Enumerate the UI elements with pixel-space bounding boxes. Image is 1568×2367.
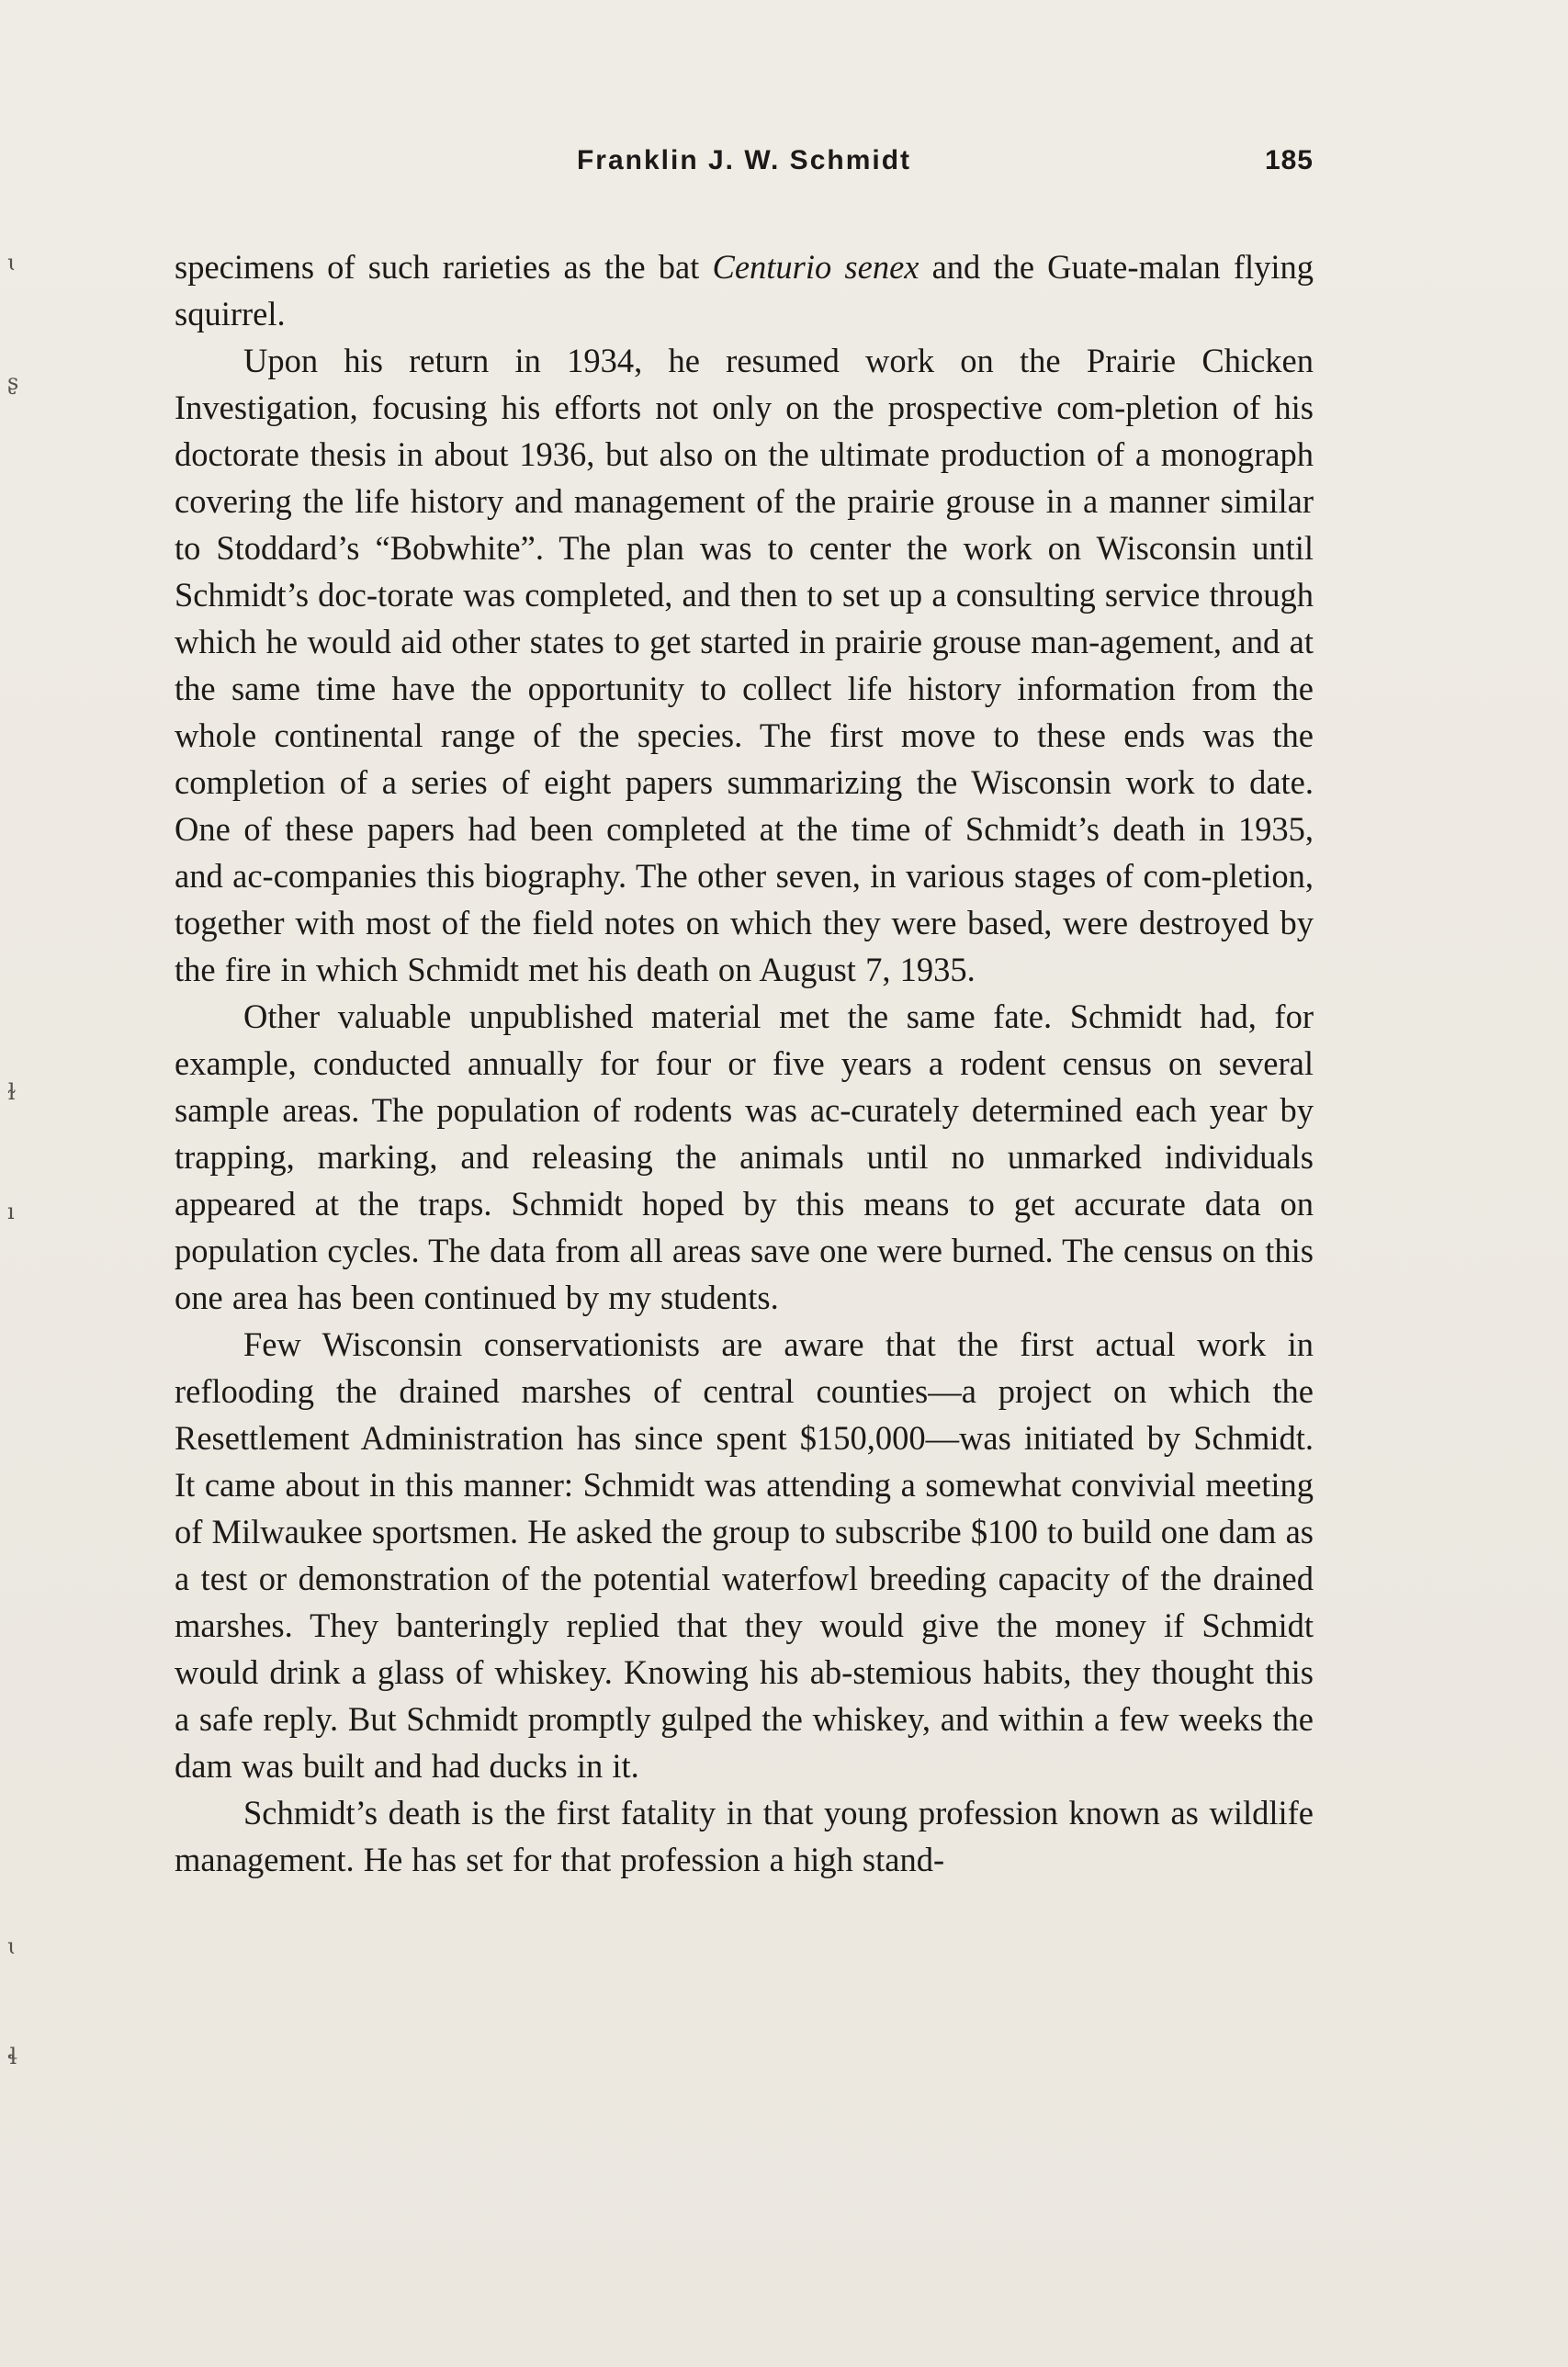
text-segment: Schmidt’s death is the first fatality in that young profession known as wildlife management. He has set for that profession a high stand-	[175, 1794, 1314, 1878]
text-segment: Other valuable unpublished material met the same fate. Schmidt had, for example, conducted annually for four or five years a rodent census on several sample areas. The population of rodents was ac-curately determined each year by trapping, marking, and releasing the animals until no unmarked individuals appeared at the traps. Schmidt hoped by this means to get accurate data on population cycles. The data from all areas save one were burned. The census on this one area has been continued by my students.	[175, 998, 1314, 1316]
page-number: 185	[1264, 145, 1314, 175]
margin-mark: ʂ	[7, 369, 19, 395]
margin-mark: ɬ	[7, 2044, 17, 2069]
running-title: Franklin J. W. Schmidt	[576, 145, 912, 175]
paragraph	[175, 243, 1314, 337]
page-header	[175, 145, 1314, 197]
text-segment: specimens of such rarieties as the bat	[175, 248, 713, 286]
text-segment: Upon his return in 1934, he resumed work on the Prairie Chicken Investigation, focusing his efforts not only on the prospective com-pletion of his doctorate thesis in about 1936, but also on the ultimate production of a monograph covering the life history and management of the prairie grouse in a manner similar to Stoddard’s “Bobwhite”. The plan was to center the work on Wisconsin until Schmidt’s doc-torate was completed, and then to set up a consulting service through which he would aid other states to get started in prairie grouse man-agement, and at the same time have the opportunity to collect life history information from the whole continental range of the species. The first move to these ends was the completion of a series of eight papers summarizing the Wisconsin work to date. One of these papers had been completed at the time of Schmidt’s death in 1935, and ac-companies this biography. The other seven, in various stages of com-pletion, together with most of the field notes on which they were based, were destroyed by the fire in which Schmidt met his death on August 7, 1935.	[175, 342, 1314, 988]
paragraph	[175, 993, 1314, 1321]
margin-mark: ɫ	[7, 1079, 17, 1105]
body-text	[175, 243, 1314, 1883]
margin-mark: ı	[7, 1199, 15, 1224]
paragraph	[175, 1321, 1314, 1789]
species-name: Centurio senex	[712, 248, 919, 286]
text-segment: Few Wisconsin conservationists are aware that the first actual work in reflooding the drained marshes of central counties—a project on which the Resettlement Administration has since spent $150,000—was initiated by Schmidt. It came about in this manner: Schmidt was attending a somewhat convivial meeting of Milwaukee sportsmen. He asked the group to subscribe $100 to build one dam as a test or demonstration of the potential waterfowl breeding capacity of the drained marshes. They banteringly replied that they would give the money if Schmidt would drink a glass of whiskey. Knowing his ab-stemious habits, they thought this a safe reply. But Schmidt promptly gulped the whiskey, and within a few weeks the dam was built and had ducks in it.	[175, 1325, 1314, 1785]
paragraph	[175, 337, 1314, 993]
margin-mark: ɩ	[7, 250, 17, 276]
text-segment: and the Guate-malan flying squirrel.	[175, 248, 1314, 333]
margin-mark: ɩ	[7, 1933, 17, 1959]
paragraph	[175, 1789, 1314, 1883]
